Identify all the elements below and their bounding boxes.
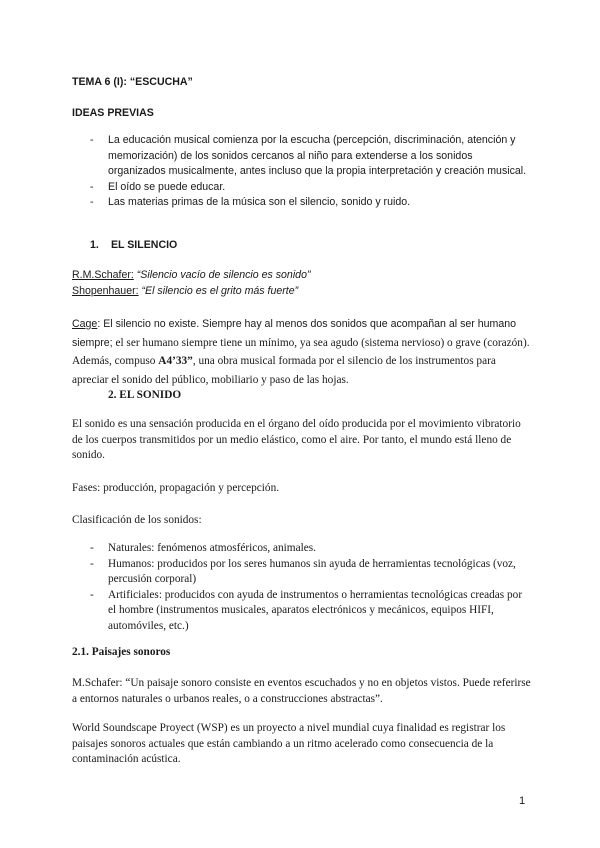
list-item (72, 195, 532, 211)
cage-paragraph (72, 314, 532, 388)
quote-line (72, 284, 532, 300)
bullet-dash: - (90, 588, 94, 601)
cage-work: A4’33” (158, 355, 193, 368)
list-item (72, 588, 532, 635)
fases-text: Fases: producción, propagación y percepción. (72, 482, 280, 494)
section-heading-paisajes: 2.1. Paisajes sonoros (72, 646, 171, 658)
section-heading-sonido: 2. EL SONIDO (108, 389, 182, 401)
list-item-text: Humanos: producidos por los seres humanos sin ayuda de herramientas tecnológicas (voz, percusión corporal) (108, 557, 516, 586)
bullet-dash: - (90, 196, 94, 209)
clasificacion-list (72, 541, 532, 635)
section-heading-silencio (90, 238, 177, 254)
bullet-dash: - (90, 180, 94, 193)
bullet-dash: - (90, 557, 94, 570)
clasificacion-heading: Clasificación de los sonidos: (72, 514, 202, 526)
quote-text: “Silencio vacío de silencio es sonido” (136, 269, 311, 281)
list-item (72, 180, 532, 196)
quotes-block (72, 268, 532, 299)
list-item (72, 557, 532, 588)
document-title: TEMA 6 (I): “ESCUCHA” (72, 76, 193, 88)
schafer-quote: M.Schafer: “Un paisaje sonoro consiste en eventos escuchados y no en objetos vistos. Puede referirse a entornos naturales o urbanos reales, o a construcciones abstractas”. (72, 677, 531, 705)
section-title: EL SILENCIO (110, 239, 178, 251)
ideas-previas-heading: IDEAS PREVIAS (72, 107, 154, 119)
wsp-paragraph: World Soundscape Proyect (WSP) es un proyecto a nivel mundial cuya finalidad es registrar los paisajes sonoros actuales que están cambiando a un ritmo acelerado como consecuencia de la contaminación acústica. (72, 722, 506, 766)
page-number: 1 (519, 795, 526, 807)
cage-text-2: el ser humano siempre tiene un mínimo, ya sea agudo (sistema nervioso) o grave (corazón). Además, compuso (72, 336, 530, 368)
quote-line (72, 268, 532, 284)
quote-author: R.M.Schafer: (72, 269, 134, 281)
sonido-definition: El sonido es una sensación producida en el órgano del oído producida por el movimiento vibratorio de los cuerpos transmitidos por un medio elástico, como el aire. Por tanto, el mundo está lleno de sonido. (72, 418, 521, 462)
bullet-dash: - (90, 134, 94, 146)
bullet-dash: - (90, 542, 94, 554)
cage-sep: : (97, 318, 101, 330)
quote-author: Shopenhauer: (72, 284, 139, 297)
list-item (72, 133, 532, 180)
list-item-text: Las materias primas de la música son el silencio, sonido y ruido. (108, 196, 411, 209)
quote-text: “El silencio es el grito más fuerte” (141, 284, 299, 297)
section-number: 1. (90, 239, 99, 251)
cage-text-3: , una obra musical formada por el silencio de los instrumentos para apreciar el sonido del público, mobiliario y paso de las hojas. (72, 355, 496, 386)
list-item (72, 541, 532, 557)
list-item-text: Artificiales: producidos con ayuda de instrumentos o herramientas tecnológicas creadas por el hombre (instrumentos musicales, aparatos electrónicos y mecánicos, equipos HIFI, automóviles, etc.) (108, 588, 523, 632)
cage-author: Cage (72, 318, 98, 330)
cage-text-1: El silencio no existe. Siempre hay al menos dos sonidos que acompañan al ser humano siempre; (72, 318, 517, 349)
list-item-text: Naturales: fenómenos atmosféricos, animales. (108, 542, 316, 554)
list-item-text: El oído se puede educar. (108, 180, 226, 193)
ideas-list (72, 133, 532, 211)
list-item-text: La educación musical comienza por la escucha (percepción, discriminación, atención y memorización) de los sonidos cercanos al niño para extenderse a los sonidos organizados musicalmente, antes incluso que la propia interpretación y creación musical. (108, 134, 527, 178)
